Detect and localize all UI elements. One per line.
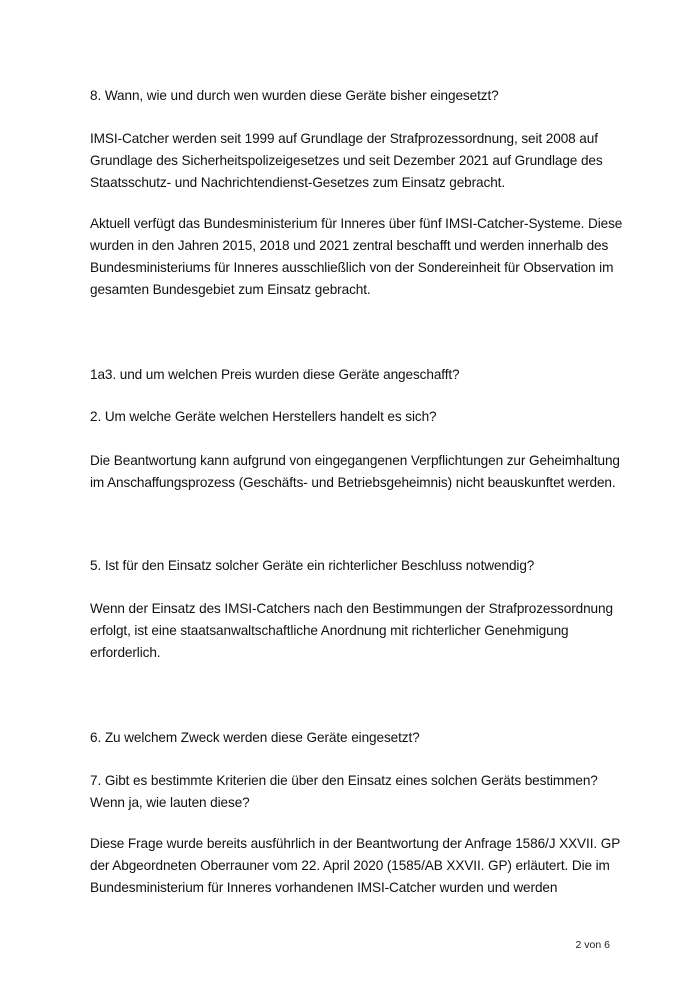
question-1a3 [90,364,620,386]
text-line: erfolgt, ist eine staatsanwaltschaftliche Anordnung mit richterlicher Genehmigung [90,623,569,638]
answer-8-legal-basis [90,128,620,194]
answer-8-systems [90,213,623,301]
text-line: Bundesministerium für Inneres vorhandenen IMSI-Catcher wurden und werden [90,880,558,895]
question-6 [90,727,620,749]
text-line: wurden in den Jahren 2015, 2018 und 2021 zentral beschafft und werden innerhalb des [90,238,609,253]
text-line: Bundesministeriums für Inneres ausschließlich von der Sondereinheit für Observation im [90,260,614,275]
text-line: Staatsschutz- und Nachrichtendienst-Gesetzes zum Einsatz gebracht. [90,175,506,190]
text-line: der Abgeordneten Oberrauner vom 22. April 2020 (1585/AB XXVII. GP) erläutert. Die im [90,858,610,873]
answer-2 [90,450,620,494]
text-line: Grundlage des Sicherheitspolizeigesetzes und seit Dezember 2021 auf Grundlage des [90,153,603,168]
text-line: gesamten Bundesgebiet zum Einsatz gebracht. [90,282,371,297]
text-line: Diese Frage wurde bereits ausführlich in der Beantwortung der Anfrage 1586/J XXVII. GP [90,836,621,851]
text-line: erforderlich. [90,645,161,660]
question-5 [90,555,620,577]
text-line: 2. Um welche Geräte welchen Herstellers handelt es sich? [90,409,437,424]
text-line: IMSI-Catcher werden seit 1999 auf Grundlage der Strafprozessordnung, seit 2008 auf [90,131,598,146]
text-line: Die Beantwortung kann aufgrund von eingegangenen Verpflichtungen zur Geheimhaltung [90,453,620,468]
question-7 [90,770,620,814]
text-line: Wenn der Einsatz des IMSI-Catchers nach den Bestimmungen der Strafprozessordnung [90,601,613,616]
question-8 [90,85,620,107]
text-line: 1a3. und um welchen Preis wurden diese Geräte angeschafft? [90,367,460,382]
text-line: Wenn ja, wie lauten diese? [90,795,250,810]
answer-5 [90,598,620,664]
question-2 [90,406,620,428]
text-line: im Anschaffungsprozess (Geschäfts- und Betriebsgeheimnis) nicht beauskunftet werden. [90,475,616,490]
answer-6-7 [90,833,620,899]
text-line: 6. Zu welchem Zweck werden diese Geräte eingesetzt? [90,730,420,745]
text-line: Aktuell verfügt das Bundesministerium für Inneres über fünf IMSI-Catcher-Systeme. Diese [90,216,623,231]
text-line: 7. Gibt es bestimmte Kriterien die über den Einsatz eines solchen Geräts bestimmen? [90,773,598,788]
text-line: 8. Wann, wie und durch wen wurden diese Geräte bisher eingesetzt? [90,88,499,103]
page-number: 2 von 6 [575,939,610,951]
text-line: 5. Ist für den Einsatz solcher Geräte ein richterlicher Beschluss notwendig? [90,558,535,573]
